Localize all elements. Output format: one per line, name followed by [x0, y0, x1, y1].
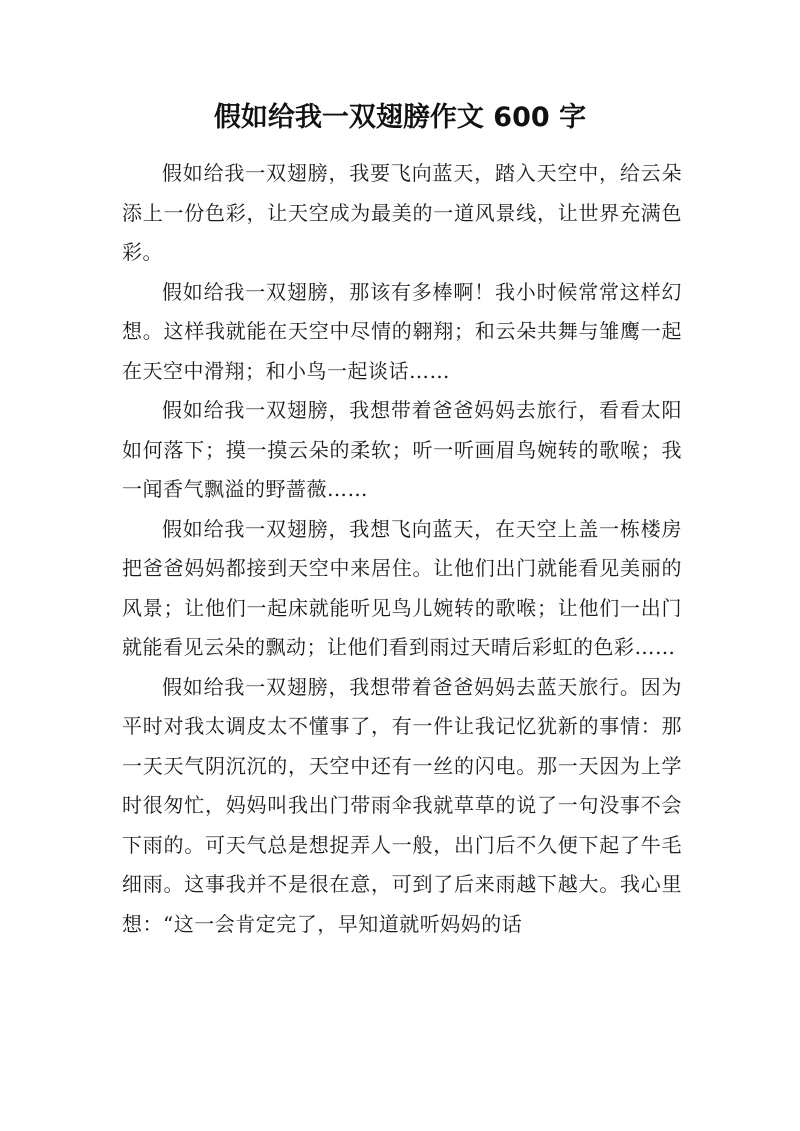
paragraph-2: 假如给我一双翅膀，那该有多棒啊！我小时候常常这样幻想。这样我就能在天空中尽情的翱翔；和云朵共舞与雏鹰一起在天空中滑翔；和小鸟一起谈话……: [122, 279, 682, 383]
essay-body: [122, 154, 682, 944]
paragraph-4: 假如给我一双翅膀，我想飞向蓝天，在天空上盖一栋楼房把爸爸妈妈都接到天空中来居住。让他们出门就能看见美丽的风景；让他们一起床就能听见鸟儿婉转的歌喉；让他们一出门就能看见云朵的飘动；让他们看到雨过天晴后彩虹的色彩……: [122, 516, 682, 659]
page-title: 假如给我一双翅膀作文 600 字: [213, 102, 587, 133]
paragraph-1: 假如给我一双翅膀，我要飞向蓝天，踏入天空中，给云朵添上一份色彩，让天空成为最美的一道风景线，让世界充满色彩。: [122, 161, 682, 264]
paragraph-5: 假如给我一双翅膀，我想带着爸爸妈妈去蓝天旅行。因为平时对我太调皮太不懂事了，有一件让我记忆犹新的事情：那一天天气阴沉沉的，天空中还有一丝的闪电。那一天因为上学时很匆忙，妈妈叫我出门带雨伞我就草草的说了一句没事不会下雨的。可天气总是想捉弄人一般，出门后不久便下起了牛毛细雨。这事我并不是很在意，可到了后来雨越下越大。我心里想：“这一会肯定完了，早知道就听妈妈的话: [122, 674, 682, 936]
paragraph-3: 假如给我一双翅膀，我想带着爸爸妈妈去旅行，看看太阳如何落下；摸一摸云朵的柔软；听一听画眉鸟婉转的歌喉；我一闻香气飘溢的野蔷薇……: [122, 398, 682, 501]
